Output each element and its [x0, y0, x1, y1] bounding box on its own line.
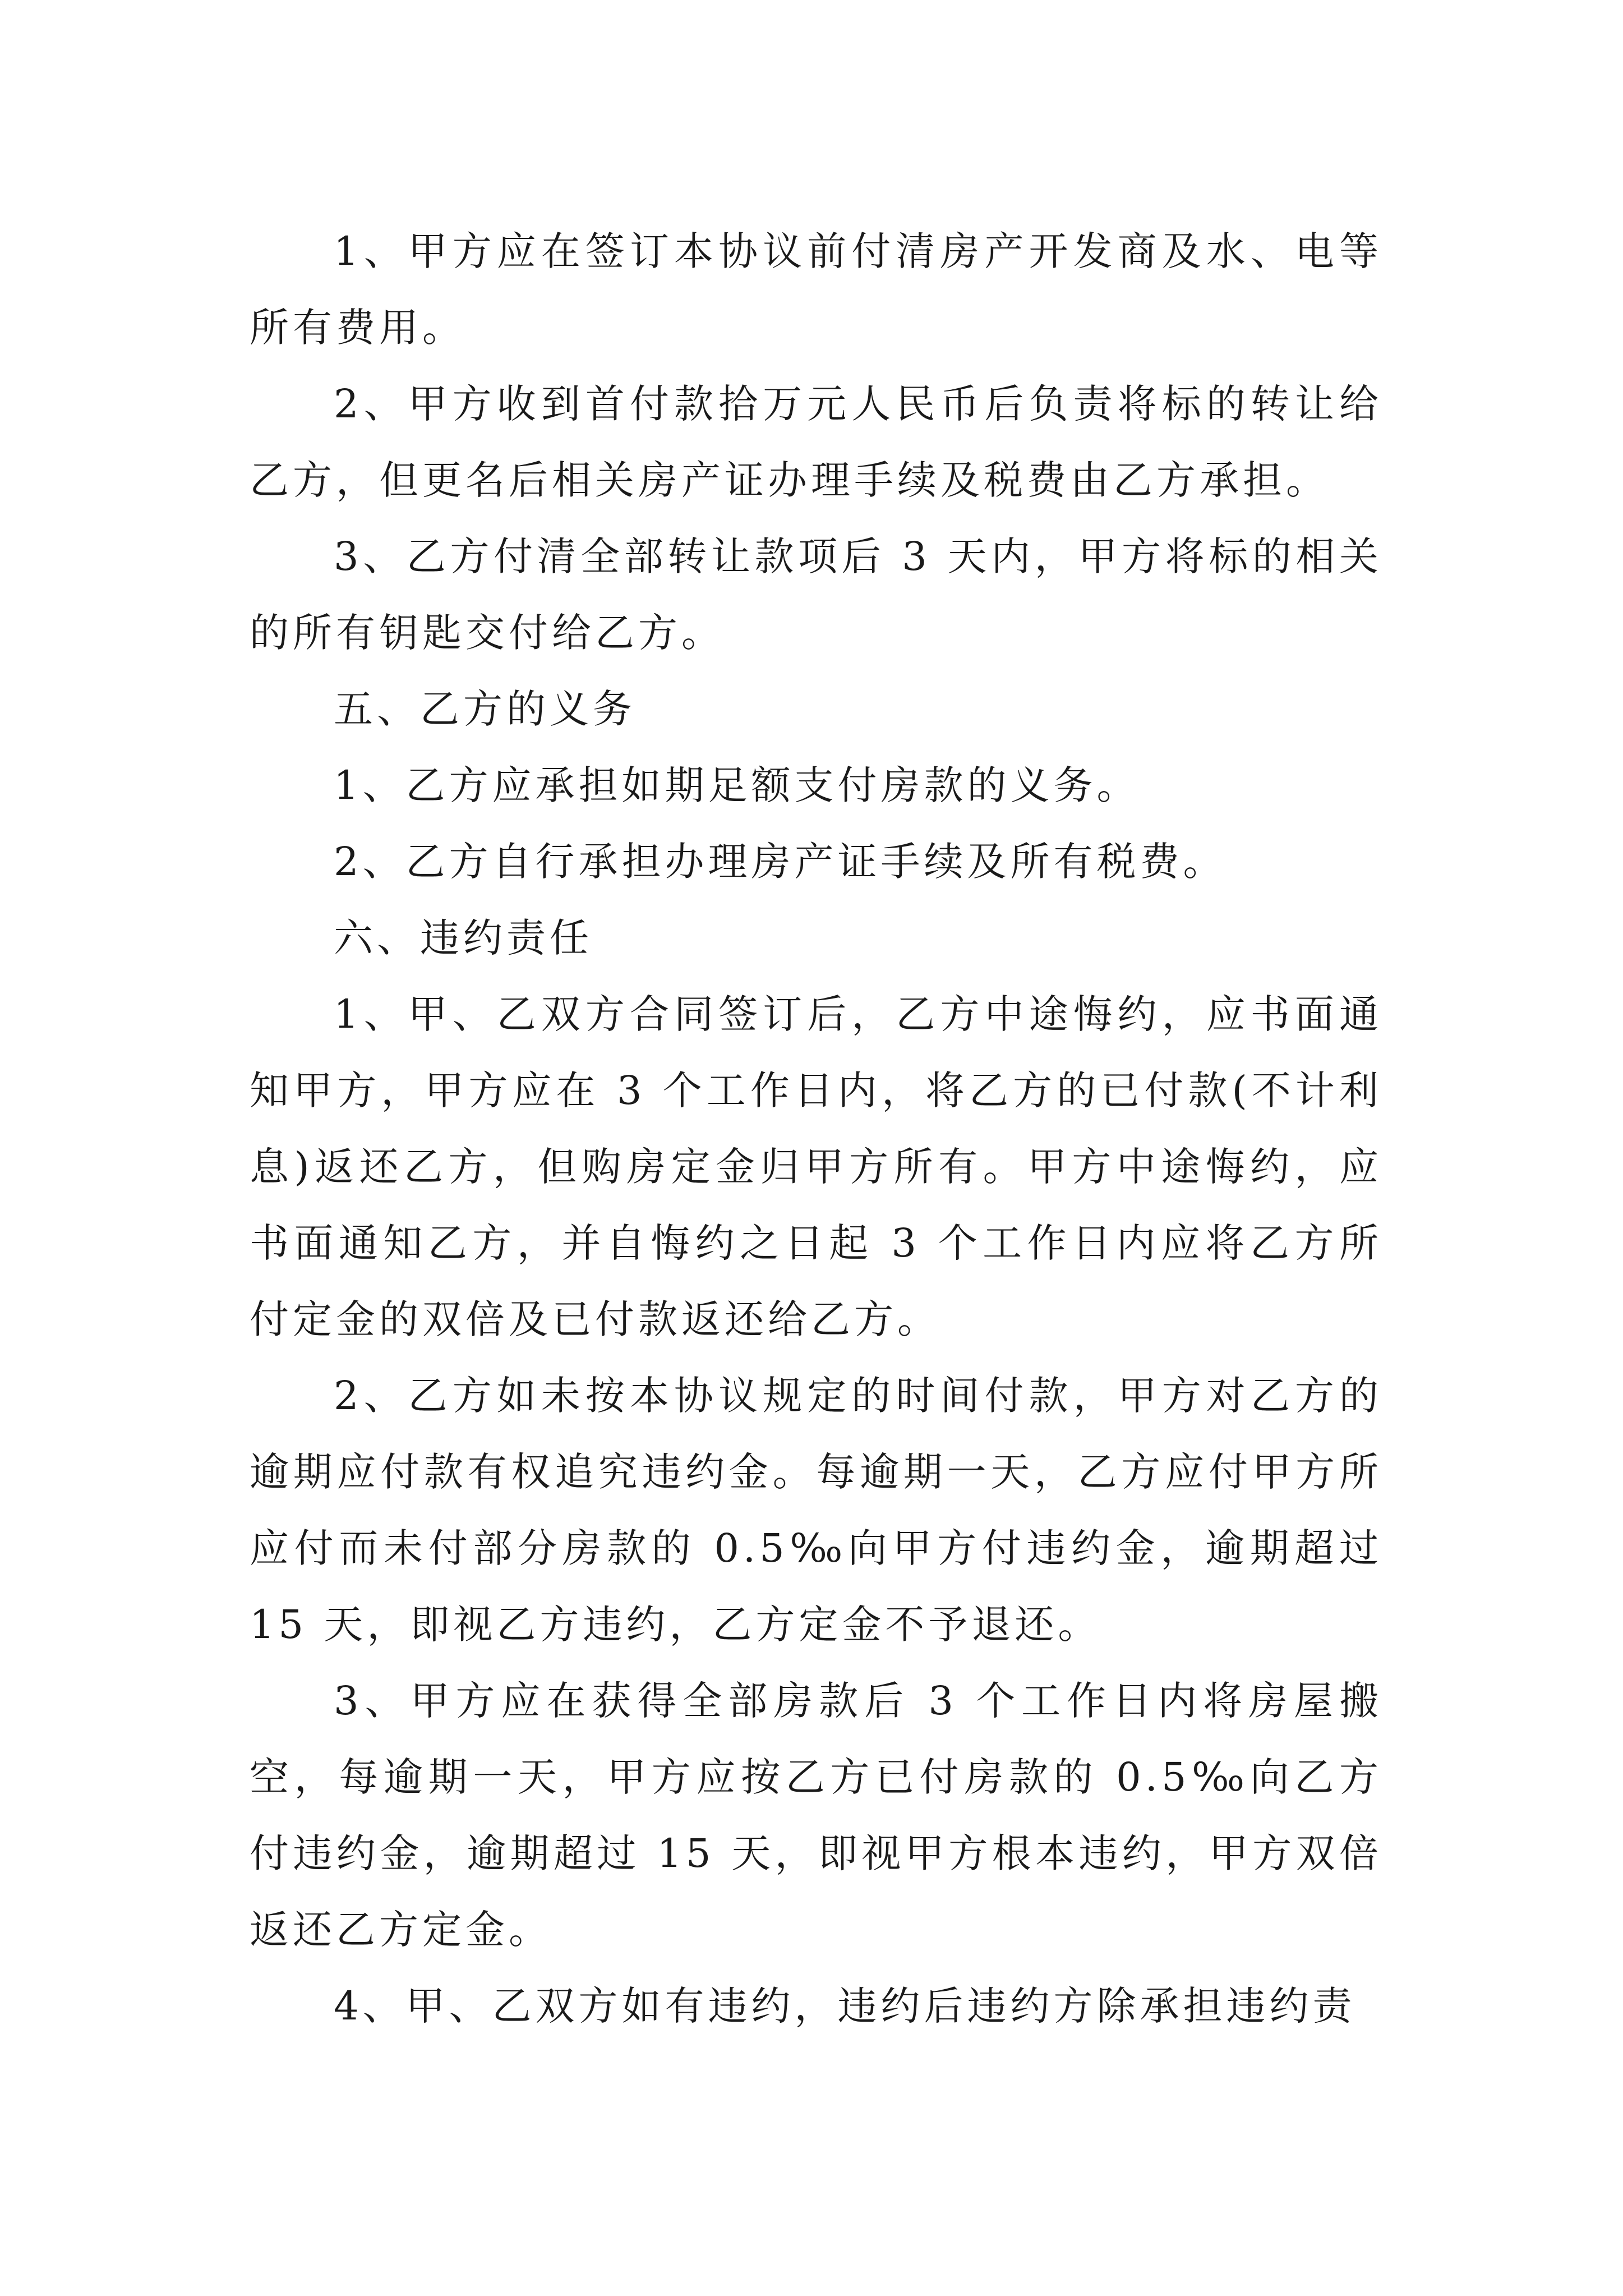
clause-breach-4: 4、甲、乙双方如有违约，违约后违约方除承担违约责	[334, 1983, 1356, 2029]
section-heading-party-b-obligations: 五、乙方的义务	[334, 686, 636, 732]
clause-2: 2、甲方收到首付款拾万元人民币后负责将标的转让给乙方，但更名后相关房产证办理手续及税费由乙方承担。	[250, 381, 1382, 503]
clause-breach-2: 2、乙方如未按本协议规定的时间付款，甲方对乙方的逾期应付款有权追究违约金。每逾期一天，乙方应付甲方所应付而未付部分房款的 0.5‰向甲方付违约金，逾期超过 15 天，即视乙方违约，乙方定金不予退还。	[250, 1373, 1382, 1648]
clause-3: 3、乙方付清全部转让款项后 3 天内，甲方将标的相关的所有钥匙交付给乙方。	[250, 533, 1382, 656]
document-body	[250, 213, 1382, 2044]
clause-breach-3: 3、甲方应在获得全部房款后 3 个工作日内将房屋搬空，每逾期一天，甲方应按乙方已付房款的 0.5‰向乙方付违约金，逾期超过 15 天，即视甲方根本违约，甲方双倍返还乙方定金。	[250, 1678, 1382, 1953]
clause-breach-1: 1、甲、乙双方合同签订后，乙方中途悔约，应书面通知甲方，甲方应在 3 个工作日内，将乙方的已付款(不计利息)返还乙方，但购房定金归甲方所有。甲方中途悔约，应书面通知乙方，并自悔约之日起 3 个工作日内应将乙方所付定金的双倍及已付款返还给乙方。	[250, 991, 1382, 1342]
clause-b-1: 1、乙方应承担如期足额支付房款的义务。	[334, 762, 1140, 808]
clause-1: 1、甲方应在签订本协议前付清房产开发商及水、电等所有费用。	[250, 228, 1382, 351]
clause-b-2: 2、乙方自行承担办理房产证手续及所有税费。	[334, 839, 1227, 885]
section-heading-breach-liability: 六、违约责任	[334, 915, 593, 961]
